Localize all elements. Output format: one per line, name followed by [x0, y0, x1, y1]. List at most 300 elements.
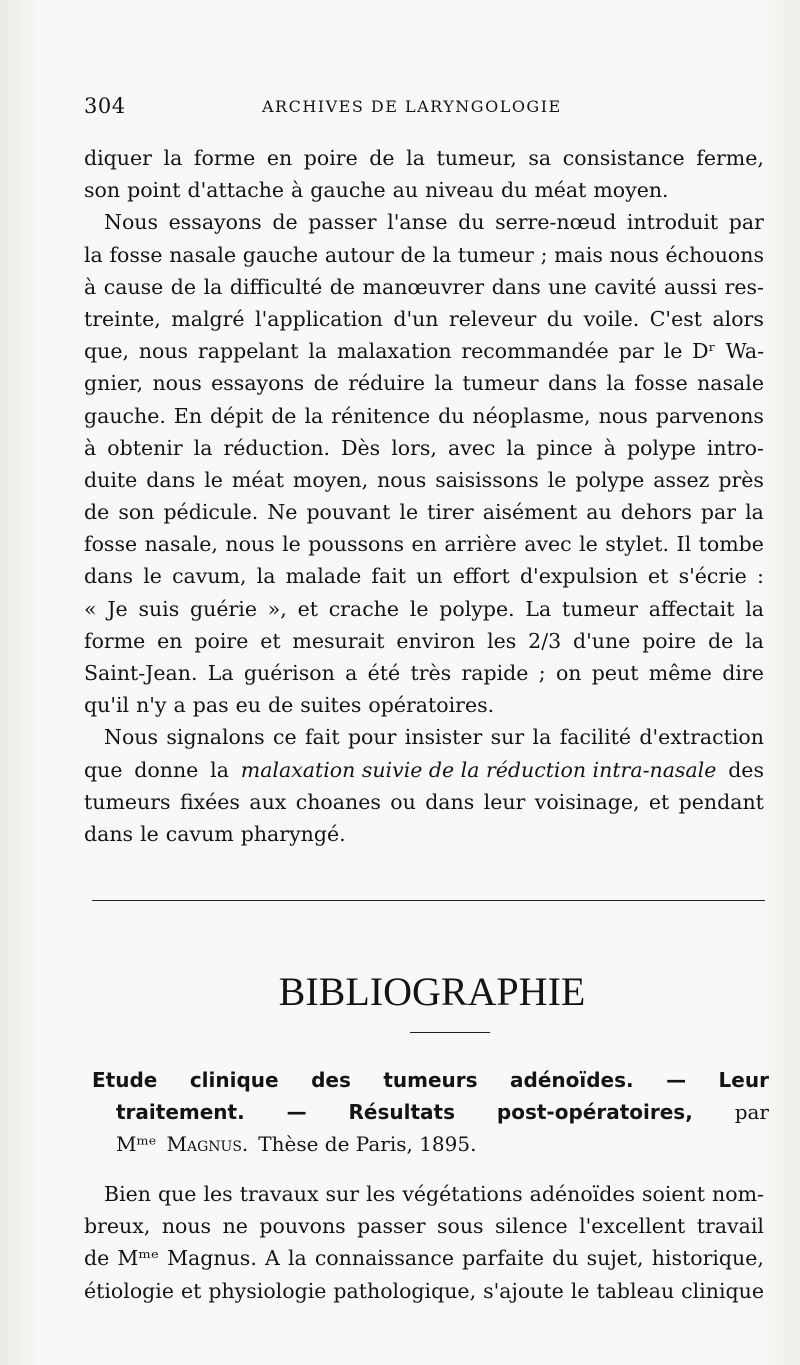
word: dehors	[620, 500, 692, 525]
reference-word: traitement.	[116, 1100, 245, 1124]
word: poussons	[308, 532, 405, 557]
word: serre-nœud	[495, 210, 617, 235]
text-line	[84, 1275, 764, 1307]
word: tumeurs	[84, 789, 171, 814]
word: gauche	[242, 242, 319, 267]
word: fait	[371, 564, 407, 589]
word: fixées	[179, 789, 240, 814]
text-line	[84, 239, 764, 271]
word: Je	[107, 596, 128, 621]
word: breux,	[84, 1214, 151, 1239]
word: d'un	[393, 306, 439, 331]
word: essayons	[168, 210, 262, 235]
word: et	[260, 628, 281, 653]
word: facilité	[559, 725, 632, 750]
title-underline	[410, 1032, 490, 1033]
word: parfaite	[462, 1246, 544, 1271]
word: l'application	[255, 306, 383, 331]
word: a	[173, 693, 186, 718]
word: de	[369, 146, 395, 170]
word: insister	[404, 725, 483, 750]
word: releveur	[448, 306, 537, 331]
word: pédicule.	[163, 500, 259, 525]
text-line	[84, 400, 764, 432]
word: très	[410, 661, 452, 685]
word: nasale,	[144, 532, 218, 557]
word: Bien	[104, 1182, 151, 1206]
text-line	[84, 271, 764, 303]
word: guérison	[243, 661, 335, 685]
word: polype	[626, 435, 696, 460]
word: d'expulsion	[519, 564, 638, 589]
word: son	[118, 500, 155, 525]
word: polype	[575, 467, 645, 492]
word: et	[180, 1278, 202, 1303]
word: la	[163, 146, 183, 170]
word: de	[400, 242, 426, 267]
word: méat	[534, 178, 587, 203]
word: malaxation suivie de la réduction intra-nasale	[240, 757, 717, 782]
word: pouvant	[306, 500, 391, 525]
reference-title-line	[92, 1064, 769, 1096]
word: environ	[396, 628, 476, 653]
word: suites	[300, 693, 362, 718]
word: Il	[676, 532, 692, 557]
word: dans	[491, 274, 541, 299]
word: cause	[103, 274, 164, 299]
word: nous	[161, 1214, 212, 1239]
word: silence	[495, 1214, 568, 1239]
word: étiologie	[84, 1278, 174, 1303]
word: dire	[722, 661, 764, 685]
word: nous	[225, 532, 275, 557]
text-line	[84, 367, 764, 399]
text-line	[84, 1210, 764, 1242]
word: le	[399, 500, 419, 525]
word: forme	[84, 628, 146, 653]
reference-word: clinique	[189, 1068, 279, 1092]
word: aisément	[482, 500, 578, 525]
word: s'ajoute	[483, 1278, 564, 1303]
word: à	[84, 274, 97, 299]
word: le	[579, 532, 598, 557]
word: difficulté	[229, 274, 323, 299]
word: que,	[84, 339, 129, 364]
page-number: 304	[84, 94, 126, 118]
word: point	[127, 178, 181, 203]
word: fait	[304, 725, 340, 750]
word: physiologie	[208, 1278, 327, 1303]
word: a	[345, 661, 358, 685]
text-line	[84, 174, 764, 206]
word: du	[552, 1246, 579, 1271]
word: lors,	[391, 435, 437, 460]
reference-word: par	[734, 1100, 769, 1124]
word: niveau	[425, 178, 494, 203]
word: de	[313, 371, 339, 396]
word: de	[329, 274, 356, 299]
reference-word: post-opératoires,	[496, 1100, 693, 1124]
word: dans	[84, 821, 134, 846]
word: la	[745, 596, 764, 621]
word: fosse	[109, 242, 163, 267]
word: la	[287, 1246, 307, 1271]
word: végétations	[402, 1182, 523, 1206]
word: malade	[285, 564, 362, 589]
word: des	[728, 757, 764, 782]
word: historique,	[651, 1246, 764, 1271]
word: consistance	[562, 146, 685, 170]
word: malaxation	[336, 339, 452, 364]
word: crache	[328, 596, 400, 621]
word: poire	[642, 628, 697, 653]
word: nasale	[697, 371, 764, 396]
word: »,	[267, 596, 287, 621]
page-header	[84, 94, 774, 124]
word: ;	[538, 661, 546, 685]
word: opératoires.	[368, 693, 495, 718]
word: sa	[528, 146, 552, 170]
word: signalons	[166, 725, 265, 750]
reference-word: Etude	[92, 1068, 158, 1092]
word: au	[392, 178, 419, 203]
word: la	[256, 564, 276, 589]
text-line	[84, 625, 764, 657]
word: de	[84, 500, 110, 525]
word: dans	[84, 564, 134, 589]
word: qu'il	[84, 693, 130, 718]
text-line	[84, 689, 764, 721]
word: n'y	[136, 693, 167, 718]
word: de	[170, 274, 197, 299]
word: Nous	[104, 725, 159, 750]
word: la	[406, 146, 425, 170]
word: le	[282, 532, 301, 557]
text-line	[84, 496, 764, 528]
word: introduit	[626, 210, 719, 235]
word: duite	[84, 467, 138, 492]
word: intro-	[706, 435, 764, 460]
word: sous	[436, 1214, 484, 1239]
word: avec	[447, 435, 496, 460]
text-line	[84, 560, 764, 592]
word: s'écrie	[678, 564, 747, 589]
word: effort	[452, 564, 510, 589]
word: gauche.	[84, 403, 166, 428]
word: de	[272, 210, 298, 235]
word: de	[271, 403, 297, 428]
word: le	[204, 467, 223, 492]
word: La	[207, 661, 234, 685]
word: C'est	[649, 306, 702, 331]
review-body	[84, 1178, 764, 1307]
reference-word: —	[286, 1100, 307, 1124]
word: d'extraction	[639, 725, 764, 750]
word: obtenir	[107, 435, 183, 460]
word: affectait	[648, 596, 735, 621]
word: de	[708, 628, 734, 653]
article-body	[84, 142, 764, 850]
text-line	[84, 303, 764, 335]
word: dans	[547, 371, 598, 396]
word: nous	[609, 242, 659, 267]
text-line	[84, 593, 764, 625]
word: aux	[249, 789, 287, 814]
word: pas	[192, 693, 229, 718]
word: En	[173, 403, 203, 428]
text-line	[84, 464, 764, 496]
reference-title-line	[92, 1096, 769, 1128]
word: et	[648, 789, 670, 814]
word: sur	[325, 1182, 360, 1206]
word: l'anse	[387, 210, 448, 235]
word: près	[718, 467, 764, 492]
word: Dʳ	[692, 339, 716, 364]
word: réduire	[348, 371, 425, 396]
word: soient	[642, 1182, 706, 1206]
word: le	[570, 1278, 590, 1303]
word: pouvons	[259, 1214, 346, 1239]
word: la	[304, 403, 324, 428]
word: choanes	[295, 789, 381, 814]
text-line	[84, 206, 764, 238]
word: la	[84, 242, 103, 267]
word: dépit	[210, 403, 264, 428]
reference-word: tumeurs	[383, 1068, 478, 1092]
word: travail	[696, 1214, 764, 1239]
word: du	[501, 178, 528, 203]
word: Nous	[104, 210, 159, 235]
word: passer	[357, 1214, 426, 1239]
word: que	[157, 1182, 197, 1206]
word: par	[728, 210, 764, 235]
word: tirer	[427, 500, 474, 525]
word: fosse	[634, 371, 688, 396]
word: à	[84, 435, 97, 460]
word: nasale	[169, 242, 237, 267]
word: la	[210, 757, 229, 782]
word: polype.	[439, 596, 515, 621]
word: à	[603, 435, 616, 460]
word: méat	[231, 467, 284, 492]
word: avec	[524, 532, 572, 557]
word: du	[438, 403, 465, 428]
word: nous	[598, 403, 648, 428]
text-line	[84, 335, 764, 367]
word: Magnus.	[167, 1246, 257, 1271]
word: tombe	[698, 532, 764, 557]
word: arrière	[444, 532, 517, 557]
word: parvenons	[655, 403, 764, 428]
word: et	[297, 596, 318, 621]
word: eu	[235, 693, 261, 718]
word: une	[548, 274, 587, 299]
word: clinique	[681, 1278, 764, 1303]
word: A	[264, 1246, 280, 1271]
word: de	[84, 1246, 110, 1271]
word: passer	[308, 210, 377, 235]
word: de	[267, 693, 294, 718]
word: moyen,	[292, 467, 369, 492]
word: le	[547, 467, 567, 492]
word: moyen.	[593, 178, 669, 203]
author-name: Magnus.	[166, 1132, 249, 1156]
word: Saint-Jean.	[84, 661, 198, 685]
bibliography-entry	[92, 1064, 769, 1160]
word: du	[546, 306, 574, 331]
word: pharyngé.	[240, 821, 346, 846]
word: nom-	[712, 1182, 764, 1206]
word: que	[84, 757, 123, 782]
word: son	[84, 178, 121, 203]
word: la	[606, 371, 626, 396]
word: adénoïdes	[529, 1182, 635, 1206]
word: recommandée	[461, 339, 609, 364]
reference-word: des	[311, 1068, 351, 1092]
word: stylet.	[605, 532, 670, 557]
word: mais	[554, 242, 603, 267]
word: ne	[222, 1214, 248, 1239]
word: en	[411, 532, 437, 557]
word: connaissance	[314, 1246, 454, 1271]
word: ou	[390, 789, 416, 814]
word: alors	[712, 306, 764, 331]
word: en	[157, 628, 183, 653]
word: cavum	[165, 821, 234, 846]
word: rappelant	[197, 339, 299, 364]
word: assez	[653, 467, 710, 492]
word: :	[756, 564, 764, 589]
text-line	[84, 1242, 764, 1274]
word: malgré	[171, 306, 245, 331]
word: la	[506, 435, 526, 460]
word: tumeur	[462, 371, 539, 396]
word: poire	[303, 146, 358, 170]
text-line	[84, 657, 764, 689]
word: réduction.	[223, 435, 331, 460]
word: poire	[194, 628, 249, 653]
word: Dès	[341, 435, 381, 460]
word: les	[203, 1182, 233, 1206]
citation: Thèse de Paris, 1895.	[258, 1132, 477, 1156]
word: échouons	[665, 242, 764, 267]
word: res-	[724, 274, 764, 299]
word: saisissons	[435, 467, 539, 492]
word: les	[366, 1182, 396, 1206]
word: la	[308, 339, 328, 364]
reference-word: adénoïdes.	[510, 1068, 634, 1092]
word: manœuvrer	[362, 274, 485, 299]
word: Ne	[267, 500, 298, 525]
word: tumeur,	[436, 146, 517, 170]
word: du	[458, 210, 485, 235]
word: travaux	[239, 1182, 319, 1206]
word: même	[648, 661, 712, 685]
word: le	[663, 339, 683, 364]
word: néoplasme,	[472, 403, 591, 428]
word: tableau	[596, 1278, 675, 1303]
word: la	[745, 628, 764, 653]
word: suis	[138, 596, 180, 621]
word: d'une	[573, 628, 631, 653]
author-title: Mᵐᵉ	[116, 1132, 157, 1156]
text-line	[84, 818, 764, 850]
word: autour	[324, 242, 394, 267]
section-title: BIBLIOGRAPHIE	[278, 969, 586, 1014]
word: nous	[152, 371, 202, 396]
word: diquer	[84, 146, 152, 170]
word: été	[367, 661, 401, 685]
word: et	[648, 564, 669, 589]
word: en	[266, 146, 293, 170]
word: le	[409, 596, 429, 621]
word: pathologique,	[333, 1278, 477, 1303]
word: gauche	[310, 178, 386, 203]
word: la	[203, 274, 223, 299]
word: gnier,	[84, 371, 144, 396]
word: sujet,	[586, 1246, 644, 1271]
word: 2/3	[528, 628, 562, 653]
text-line	[84, 528, 764, 560]
word: par	[618, 339, 654, 364]
text-line	[84, 721, 764, 753]
word: cavité	[594, 274, 657, 299]
word: la	[193, 435, 213, 460]
word: essayons	[211, 371, 305, 396]
word: au	[586, 500, 612, 525]
word: par	[700, 500, 737, 525]
word: donne	[134, 757, 199, 782]
word: pendant	[678, 789, 764, 814]
word: peut	[591, 661, 639, 685]
word: La	[525, 596, 552, 621]
reference-author-line	[92, 1128, 769, 1160]
text-line	[84, 432, 764, 464]
word: aussi	[664, 274, 718, 299]
word: forme	[193, 146, 256, 170]
word: le	[143, 564, 162, 589]
word: on	[555, 661, 582, 685]
reference-word: Résultats	[348, 1100, 455, 1124]
word: voisinage,	[534, 789, 640, 814]
word: les	[487, 628, 517, 653]
word: ferme,	[696, 146, 764, 170]
word: la	[532, 725, 552, 750]
word: leur	[483, 789, 526, 814]
word: Wa-	[725, 339, 764, 364]
word: la	[745, 500, 764, 525]
word: pour	[347, 725, 397, 750]
word: nous	[138, 339, 189, 364]
text-line	[84, 1178, 764, 1210]
reference-word: —	[666, 1068, 687, 1092]
word: tumeur	[457, 242, 534, 267]
word: à	[291, 178, 304, 203]
text-line	[84, 754, 764, 786]
word: nous	[377, 467, 427, 492]
word: «	[84, 596, 97, 621]
running-head: ARCHIVES DE LARYNGOLOGIE	[262, 97, 562, 116]
word: pince	[536, 435, 593, 460]
word: l'excellent	[579, 1214, 686, 1239]
word: mesurait	[292, 628, 385, 653]
word: ce	[272, 725, 297, 750]
word: le	[140, 821, 159, 846]
word: sur	[490, 725, 525, 750]
word: tumeur	[562, 596, 639, 621]
word: dans	[425, 789, 475, 814]
section-divider	[92, 900, 765, 901]
